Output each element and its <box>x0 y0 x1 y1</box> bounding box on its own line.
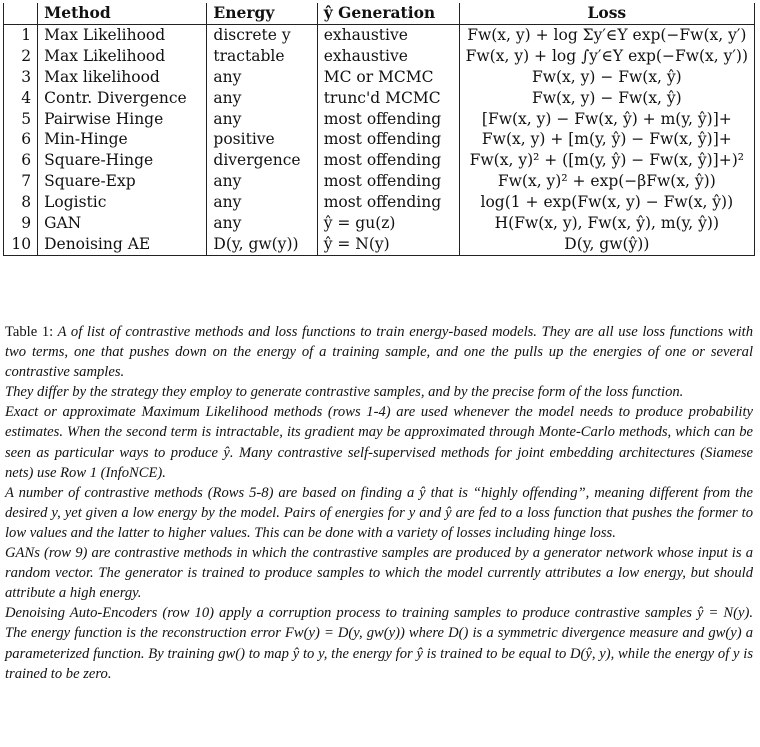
row-method: Contr. Divergence <box>38 88 207 109</box>
caption-paragraph: Denoising Auto-Encoders (row 10) apply a corruption process to training samples to produce contrastive samples ŷ = N(y). The energy function is the reconstruction error Fw(y) = D(y, gw(y)) where D() is a symmetric divergence measure and gw(y) a parameterized function. By training gw() to map ŷ to y, the energy for ŷ is trained to be equal to D(ŷ, y), while the energy of y is trained to be zero. <box>5 605 753 682</box>
header-generation: ŷ Generation <box>317 3 459 24</box>
row-energy: divergence <box>207 150 317 171</box>
row-energy: any <box>207 213 317 234</box>
caption-text: A of list of contrastive methods and loss functions to train energy-based models. They are all use loss functions with two terms, one that pushes down on the energy of a training sample, and one the pulls up the energies of one or several contrastive samples. <box>5 324 753 381</box>
caption-paragraph: A number of contrastive methods (Rows 5-8) are based on finding a ŷ that is “highly offending”, meaning different from the desired y, yet given a low energy by the model. Pairs of energies for y and ŷ are fed to a loss function that pushes the former to low values and the latter to higher values. This can be done with a variety of losses including hinge loss. <box>5 484 753 541</box>
table-row <box>4 88 755 109</box>
table-caption <box>5 322 753 684</box>
table-header-row <box>4 3 755 24</box>
table-row <box>4 24 755 45</box>
row-generation: MC or MCMC <box>317 67 459 88</box>
row-index: 9 <box>4 213 38 234</box>
row-energy: any <box>207 171 317 192</box>
row-generation: exhaustive <box>317 24 459 45</box>
row-energy: any <box>207 192 317 213</box>
table-body <box>4 24 755 255</box>
row-method: Min-Hinge <box>38 129 207 150</box>
row-energy: positive <box>207 129 317 150</box>
contrastive-methods-table <box>3 3 755 256</box>
header-method: Method <box>38 3 207 24</box>
row-method: Pairwise Hinge <box>38 109 207 130</box>
table-row <box>4 109 755 130</box>
row-index: 4 <box>4 88 38 109</box>
header-loss: Loss <box>459 3 754 24</box>
caption-label: Table 1: <box>5 324 54 340</box>
table-row <box>4 46 755 67</box>
row-method: Logistic <box>38 192 207 213</box>
row-energy: any <box>207 88 317 109</box>
row-loss: H(Fw(x, y), Fw(x, ŷ), m(y, ŷ)) <box>459 213 754 234</box>
table-row <box>4 129 755 150</box>
row-index: 1 <box>4 24 38 45</box>
row-generation: exhaustive <box>317 46 459 67</box>
row-generation: most offending <box>317 171 459 192</box>
table-row <box>4 192 755 213</box>
caption-paragraph <box>5 322 753 382</box>
row-generation: most offending <box>317 150 459 171</box>
row-method: Square-Exp <box>38 171 207 192</box>
row-loss: D(y, gw(ŷ)) <box>459 234 754 255</box>
row-generation: ŷ = N(y) <box>317 234 459 255</box>
row-index: 10 <box>4 234 38 255</box>
caption-paragraph: GANs (row 9) are contrastive methods in which the contrastive samples are produced by a generator network whose input is a random vector. The generator is trained to produce samples to which the model currently attributes a low energy, but should attribute a high energy. <box>5 545 753 602</box>
table-row <box>4 234 755 255</box>
row-method: GAN <box>38 213 207 234</box>
row-generation: most offending <box>317 192 459 213</box>
table-row <box>4 171 755 192</box>
row-method: Max Likelihood <box>38 46 207 67</box>
table-row <box>4 213 755 234</box>
row-loss: Fw(x, y) − Fw(x, ŷ) <box>459 88 754 109</box>
row-generation: most offending <box>317 129 459 150</box>
row-loss: log(1 + exp(Fw(x, y) − Fw(x, ŷ)) <box>459 192 754 213</box>
row-energy: any <box>207 67 317 88</box>
row-generation: trunc'd MCMC <box>317 88 459 109</box>
table-row <box>4 67 755 88</box>
row-loss: Fw(x, y) + log ∫y′∈Y exp(−Fw(x, y′)) <box>459 46 754 67</box>
row-generation: most offending <box>317 109 459 130</box>
caption-paragraph: They differ by the strategy they employ to generate contrastive samples, and by the precise form of the loss function. <box>5 384 684 401</box>
row-energy: D(y, gw(y)) <box>207 234 317 255</box>
row-index: 7 <box>4 171 38 192</box>
row-method: Max likelihood <box>38 67 207 88</box>
row-method: Max Likelihood <box>38 24 207 45</box>
row-loss: Fw(x, y)² + exp(−βFw(x, ŷ)) <box>459 171 754 192</box>
header-energy: Energy <box>207 3 317 24</box>
row-method: Denoising AE <box>38 234 207 255</box>
row-loss: Fw(x, y)² + ([m(y, ŷ) − Fw(x, ŷ)]+)² <box>459 150 754 171</box>
row-loss: Fw(x, y) + [m(y, ŷ) − Fw(x, ŷ)]+ <box>459 129 754 150</box>
row-index: 8 <box>4 192 38 213</box>
row-energy: any <box>207 109 317 130</box>
row-index: 3 <box>4 67 38 88</box>
row-index: 6 <box>4 129 38 150</box>
row-method: Square-Hinge <box>38 150 207 171</box>
row-energy: discrete y <box>207 24 317 45</box>
row-index: 2 <box>4 46 38 67</box>
row-index: 6 <box>4 150 38 171</box>
table-row <box>4 150 755 171</box>
row-index: 5 <box>4 109 38 130</box>
row-generation: ŷ = gu(z) <box>317 213 459 234</box>
row-energy: tractable <box>207 46 317 67</box>
row-loss: Fw(x, y) − Fw(x, ŷ) <box>459 67 754 88</box>
caption-paragraph: Exact or approximate Maximum Likelihood methods (rows 1-4) are used whenever the model needs to produce probability estimates. When the second term is intractable, its gradient may be approximated through Monte-Carlo methods, which can be seen as particular ways to produce ŷ. Many contrastive self-supervised methods for joint embedding architectures (Siamese nets) use Row 1 (InfoNCE). <box>5 404 753 481</box>
row-loss: [Fw(x, y) − Fw(x, ŷ) + m(y, ŷ)]+ <box>459 109 754 130</box>
row-loss: Fw(x, y) + log Σy′∈Y exp(−Fw(x, y′) <box>459 24 754 45</box>
header-index <box>4 3 38 24</box>
